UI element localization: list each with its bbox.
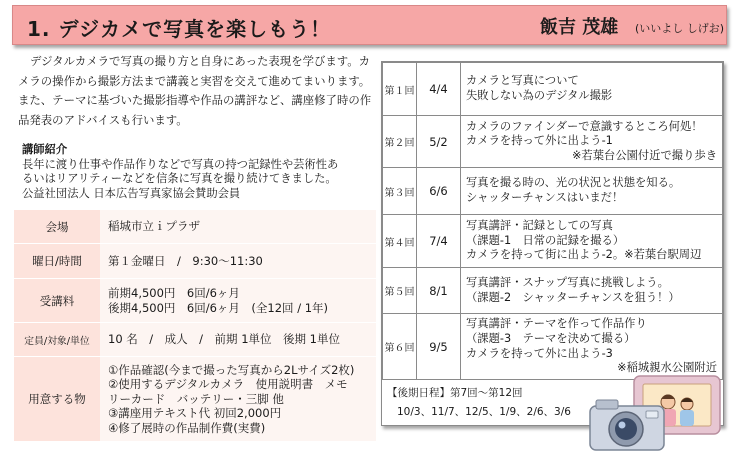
info-label: 定員/対象/単位	[14, 323, 100, 356]
info-value	[100, 244, 376, 278]
session-line: シャッターチャンスはいまだ！	[466, 191, 624, 204]
instructor-profile-line: 公益社団法人 日本広告写真家協会賛助会員	[22, 186, 241, 200]
session-number: 第１回	[383, 63, 417, 116]
schedule-row	[383, 268, 723, 314]
session-line: 写真を撮る時の、光の状況と状態を知る。	[466, 176, 681, 190]
session-date: 6/6	[417, 168, 461, 215]
info-label: 用意する物	[14, 357, 100, 441]
later-schedule-heading: 【後期日程】第7回～第12回	[387, 387, 523, 399]
info-value-line: ③講座用テキスト代 初回2,000円	[108, 406, 282, 421]
info-label: 会場	[14, 210, 100, 243]
info-value-line: 10 名 / 成人 / 前期 1単位 後期 1単位	[108, 332, 340, 347]
session-date: 5/2	[417, 116, 461, 168]
session-number: 第６回	[383, 314, 417, 380]
session-line: （課題-2 シャッターチャンスを狙う！）	[466, 290, 680, 304]
instructor-name: 飯吉 茂雄	[540, 17, 619, 38]
instructor-profile-line: るいはリアリティーなどを信条に写真を撮り続けてきました。	[22, 172, 337, 186]
camera-photo-illustration	[586, 372, 726, 454]
session-line: カメラを持って外に出よう-1	[466, 134, 613, 148]
session-content	[461, 116, 723, 168]
info-row-materials	[14, 357, 376, 442]
info-row-capacity	[14, 323, 376, 357]
info-value-line: リーカード バッテリー・三脚 他	[108, 391, 284, 406]
camera-icon	[590, 400, 664, 450]
session-note: ※若葉台公園付近で撮り歩き	[571, 148, 717, 162]
course-description-text: デジタルカメラで写真の撮り方と自身にあった表現を学びます。カメラの操作から撮影方法まで講義と実習を交えて進めてまいります。また、テーマに基づいた撮影指導や作品の講評など、講座修了時の作品発表のアドバイスも行います。	[18, 54, 372, 127]
info-value	[100, 323, 376, 356]
course-description	[18, 52, 380, 130]
schedule-row	[383, 215, 723, 268]
info-row-schedule	[14, 244, 376, 279]
info-label: 受講料	[14, 279, 100, 322]
instructor-profile	[22, 143, 378, 201]
info-label: 曜日/時間	[14, 244, 100, 278]
instructor-profile-heading: 講師紹介	[22, 143, 68, 156]
info-value	[100, 210, 376, 243]
session-content	[461, 63, 723, 116]
session-date: 4/4	[417, 63, 461, 116]
session-line: 写真講評・スナップ写真に挑戦しよう。	[466, 275, 669, 289]
instructor-name-reading: (いいよし しげお)	[635, 22, 725, 35]
info-value-line: 第１金曜日 / 9:30～11:30	[108, 253, 263, 268]
schedule-row	[383, 168, 723, 215]
session-line: 失敗しない為のデジタル撮影	[466, 89, 613, 102]
session-number: 第３回	[383, 168, 417, 215]
info-value-line: 後期4,500円 6回/6ヶ月 (全12回 / 1年)	[108, 300, 329, 315]
session-content	[461, 314, 723, 380]
session-line: カメラのファインダーで意識するところ何処！	[466, 119, 703, 133]
session-content	[461, 215, 723, 268]
info-value-line: ④修了展時の作品制作費(実費)	[108, 420, 266, 435]
course-info-table	[14, 209, 376, 442]
session-number: 第５回	[383, 268, 417, 314]
info-value	[100, 357, 376, 441]
session-number: 第４回	[383, 215, 417, 268]
session-line: （課題-1 日常の記録を撮る）	[466, 233, 625, 247]
session-line: カメラを持って街に出よう-2。※若葉台駅周辺	[466, 248, 702, 262]
info-value	[100, 279, 376, 322]
info-row-fee	[14, 279, 376, 323]
session-line: カメラを持って外に出よう-3	[466, 346, 613, 360]
later-schedule-dates: 10/3、11/7、12/5、1/9、2/6、3/6	[397, 406, 571, 418]
session-number: 第２回	[383, 116, 417, 168]
session-line: 写真講評・記録としての写真	[466, 219, 613, 233]
session-line: カメラと写真について	[466, 74, 579, 88]
schedule-row	[383, 314, 723, 380]
session-content	[461, 268, 723, 314]
schedule-row	[383, 63, 723, 116]
session-date: 8/1	[417, 268, 461, 314]
info-value-line: 前期4,500円 6回/6ヶ月	[108, 285, 240, 300]
info-value-line: 稲城市立ｉプラザ	[108, 219, 200, 234]
instructor-profile-line: 長年に渡り仕事や作品作りなどで写真の持つ記録性や芸術性あ	[22, 157, 339, 171]
session-date: 7/4	[417, 215, 461, 268]
course-title: 1. デジカメで写真を楽しもう！	[27, 17, 332, 41]
info-row-venue	[14, 210, 376, 244]
session-note: ※稲城親水公園附近	[617, 361, 717, 375]
schedule-table	[382, 62, 723, 380]
info-value-line: ①作品確認(今まで撮った写真から2Lサイズ2枚)	[108, 362, 355, 377]
schedule-row	[383, 116, 723, 168]
session-date: 9/5	[417, 314, 461, 380]
session-content	[461, 168, 723, 215]
title-banner	[12, 5, 727, 45]
session-line: （課題-3 テーマを決めて撮る）	[466, 331, 636, 345]
later-schedule	[387, 384, 571, 422]
session-line: 写真講評・テーマを作って作品作り	[466, 317, 647, 331]
info-value-line: ②使用するデジタルカメラ 使用説明書 メモ	[108, 377, 348, 392]
